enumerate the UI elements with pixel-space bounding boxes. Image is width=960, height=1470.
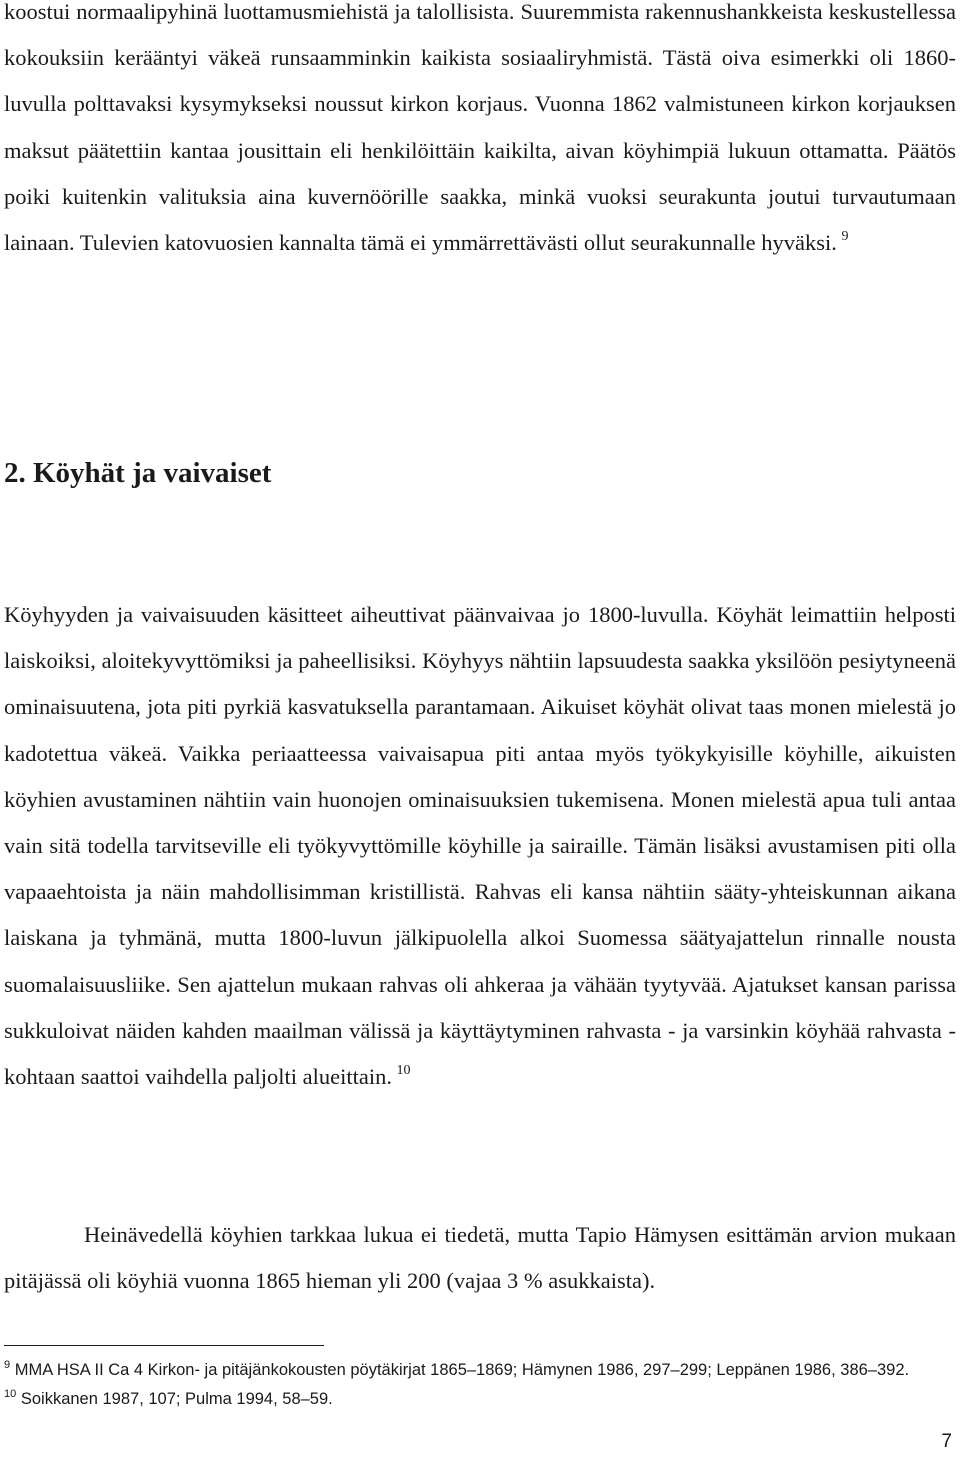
footnote-text: Soikkanen 1987, 107; Pulma 1994, 58–59. [20,1389,333,1408]
paragraph-text: koostui normaalipyhinä luottamusmiehistä ja talollisista. Suuremmista rakennushankkeista keskustellessa kokouksiin kerääntyi väkeä runsaamminkin kaikista sosiaaliryhmistä. Tästä oiva esimerkki oli 1860-luvulla polttavaksi kysymykseksi noussut kirkon korjaus. Vuonna 1862 valmistuneen kirkon korjauksen maksut päätettiin kantaa jousittain eli henkilöittäin kaikilta, aivan köyhimpiä lukuun ottamatta. Päätös poiki kuitenkin valituksia aina kuvernöörille saakka, minkä vuoksi seurakunta joutui turvautumaan lainaan. Tulevien katovuosien kannalta tämä ei ymmärrettävästi ollut seurakunnalle hyväksi. [4,0,956,256]
paragraph-heinavesi-poor: Heinävedellä köyhien tarkkaa lukua ei tiedetä, mutta Tapio Hämysen esittämän arvion mukaan pitäjässä oli köyhiä vuonna 1865 hieman yli 200 (vajaa 3 % asukkaista). [4,1222,956,1294]
footnote-ref-10[interactable]: 10 [396,1063,411,1079]
document-page [4,0,956,1470]
section-heading: 2. Köyhät ja vaivaiset [4,457,272,489]
page-number: 7 [941,1431,952,1452]
paragraph-poverty-concepts [4,592,956,1100]
footnote-10 [4,1385,956,1414]
footnote-ref-9[interactable]: 9 [841,229,849,245]
footnote-9 [4,1356,956,1385]
footnote-separator [4,1345,324,1346]
footnote-number: 10 [4,1387,17,1400]
footnote-text: MMA HSA II Ca 4 Kirkon- ja pitäjänkokousten pöytäkirjat 1865–1869; Hämynen 1986, 297–299; Leppänen 1986, 386–392. [14,1361,910,1379]
paragraph-church-repair [4,0,956,266]
paragraph-text: Köyhyyden ja vaivaisuuden käsitteet aiheuttivat päänvaivaa jo 1800-luvulla. Köyhät leimattiin helposti laiskoiksi, aloitekyvyttömiksi ja paheellisiksi. Köyhyys nähtiin lapsuudesta saakka yksilöön pesiytyneenä ominaisuutena, jota piti pyrkiä kasvatuksella parantamaan. Aikuiset köyhät olivat taas monen mielestä jo kadotettua väkeä. Vaikka periaatteessa vaivaisapua piti antaa myös työkykyisille köyhille, aikuisten köyhien avustaminen nähtiin vain huonojen ominaisuuksien tukemisena. Monen mielestä apua tuli antaa vain sitä todella tarvitseville eli työkyvyttömille köyhille ja sairaille. Tämän lisäksi avustamisen piti olla vapaaehtoista ja näin mahdollisimman kristillistä. Rahvas eli kansa nähtiin sääty-yhteiskunnan aikana laiskana ja tyhmänä, mutta 1800-luvun jälkipuolella alkoi Suomessa säätyajattelun rinnalle nousta suomalaisuusliike. Sen ajattelun mukaan rahvas oli ahkeraa ja vähään tyytyvää. Ajatukset kansan parissa sukkuloivat näiden kahden maailman välissä ja käyttäytyminen rahvasta - ja varsinkin köyhää rahvasta -kohtaan saattoi vaihdella paljolti alueittain. [4,602,956,1090]
footnote-number: 9 [4,1359,11,1371]
footnotes [4,1356,956,1413]
